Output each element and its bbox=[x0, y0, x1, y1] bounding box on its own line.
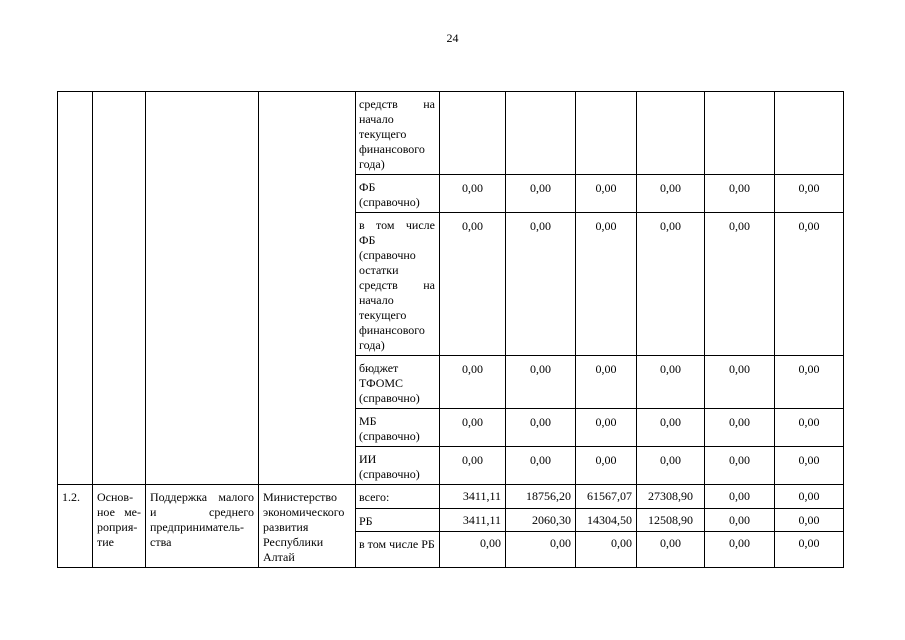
source-cell: бюджет ТФОМС (справочно) bbox=[356, 356, 440, 409]
value-cell: 3411,11 bbox=[440, 485, 506, 509]
number-cell-empty bbox=[58, 92, 93, 485]
value-cell: 0,00 bbox=[576, 409, 637, 447]
value-cell: 0,00 bbox=[705, 409, 775, 447]
value-cell: 0,00 bbox=[705, 532, 775, 568]
value-cell bbox=[637, 92, 705, 175]
type-cell-empty bbox=[93, 92, 146, 485]
source-cell: в том числе РБ bbox=[356, 532, 440, 568]
value-cell: 0,00 bbox=[705, 508, 775, 532]
value-cell: 0,00 bbox=[775, 447, 844, 485]
source-cell: ФБ (справочно) bbox=[356, 175, 440, 213]
source-cell: РБ bbox=[356, 508, 440, 532]
value-cell: 0,00 bbox=[637, 409, 705, 447]
page-number: 24 bbox=[446, 31, 459, 45]
value-cell: 0,00 bbox=[576, 356, 637, 409]
value-cell: 0,00 bbox=[506, 213, 576, 356]
budget-table bbox=[57, 91, 844, 568]
item-name-cell: Поддержка малого и среднего предприниматель-ства bbox=[146, 485, 259, 568]
value-cell: 0,00 bbox=[506, 532, 576, 568]
value-cell: 0,00 bbox=[775, 213, 844, 356]
value-cell: 0,00 bbox=[576, 532, 637, 568]
value-cell: 0,00 bbox=[637, 532, 705, 568]
source-cell: ИИ (справочно) bbox=[356, 447, 440, 485]
value-cell: 0,00 bbox=[440, 409, 506, 447]
value-cell: 0,00 bbox=[705, 485, 775, 509]
value-cell: 12508,90 bbox=[637, 508, 705, 532]
source-cell: всего: bbox=[356, 485, 440, 509]
value-cell: 0,00 bbox=[576, 213, 637, 356]
value-cell: 0,00 bbox=[506, 356, 576, 409]
value-cell: 0,00 bbox=[705, 175, 775, 213]
item-executor-cell: Министерство экономического развития Республики Алтай bbox=[259, 485, 356, 568]
value-cell: 0,00 bbox=[440, 213, 506, 356]
executor-cell-empty bbox=[259, 92, 356, 485]
value-cell: 0,00 bbox=[440, 175, 506, 213]
value-cell: 3411,11 bbox=[440, 508, 506, 532]
value-cell: 0,00 bbox=[775, 508, 844, 532]
value-cell: 27308,90 bbox=[637, 485, 705, 509]
value-cell bbox=[775, 92, 844, 175]
value-cell: 0,00 bbox=[440, 356, 506, 409]
value-cell: 0,00 bbox=[576, 447, 637, 485]
value-cell: 0,00 bbox=[506, 175, 576, 213]
value-cell: 0,00 bbox=[775, 409, 844, 447]
value-cell bbox=[440, 92, 506, 175]
value-cell: 14304,50 bbox=[576, 508, 637, 532]
value-cell: 0,00 bbox=[775, 485, 844, 509]
name-cell-empty bbox=[146, 92, 259, 485]
item-type-cell: Основ-ное ме-роприя-тие bbox=[93, 485, 146, 568]
value-cell: 0,00 bbox=[637, 175, 705, 213]
table-row bbox=[58, 485, 844, 509]
value-cell bbox=[705, 92, 775, 175]
value-cell: 0,00 bbox=[506, 409, 576, 447]
value-cell: 0,00 bbox=[637, 213, 705, 356]
source-cell: в том числе ФБ (справочно остатки средств на начало текущего финансового года) bbox=[356, 213, 440, 356]
value-cell: 0,00 bbox=[637, 447, 705, 485]
value-cell: 0,00 bbox=[705, 213, 775, 356]
value-cell: 0,00 bbox=[775, 532, 844, 568]
value-cell: 0,00 bbox=[775, 175, 844, 213]
value-cell: 0,00 bbox=[637, 356, 705, 409]
value-cell: 0,00 bbox=[705, 356, 775, 409]
value-cell: 0,00 bbox=[440, 532, 506, 568]
value-cell bbox=[506, 92, 576, 175]
item-number-cell: 1.2. bbox=[58, 485, 93, 568]
value-cell: 0,00 bbox=[576, 175, 637, 213]
table-row bbox=[58, 92, 844, 175]
value-cell: 0,00 bbox=[440, 447, 506, 485]
value-cell bbox=[576, 92, 637, 175]
value-cell: 0,00 bbox=[775, 356, 844, 409]
source-cell: МБ (справочно) bbox=[356, 409, 440, 447]
value-cell: 61567,07 bbox=[576, 485, 637, 509]
value-cell: 0,00 bbox=[705, 447, 775, 485]
value-cell: 2060,30 bbox=[506, 508, 576, 532]
source-cell: средств на начало текущего финансового года) bbox=[356, 92, 440, 175]
value-cell: 18756,20 bbox=[506, 485, 576, 509]
value-cell: 0,00 bbox=[506, 447, 576, 485]
